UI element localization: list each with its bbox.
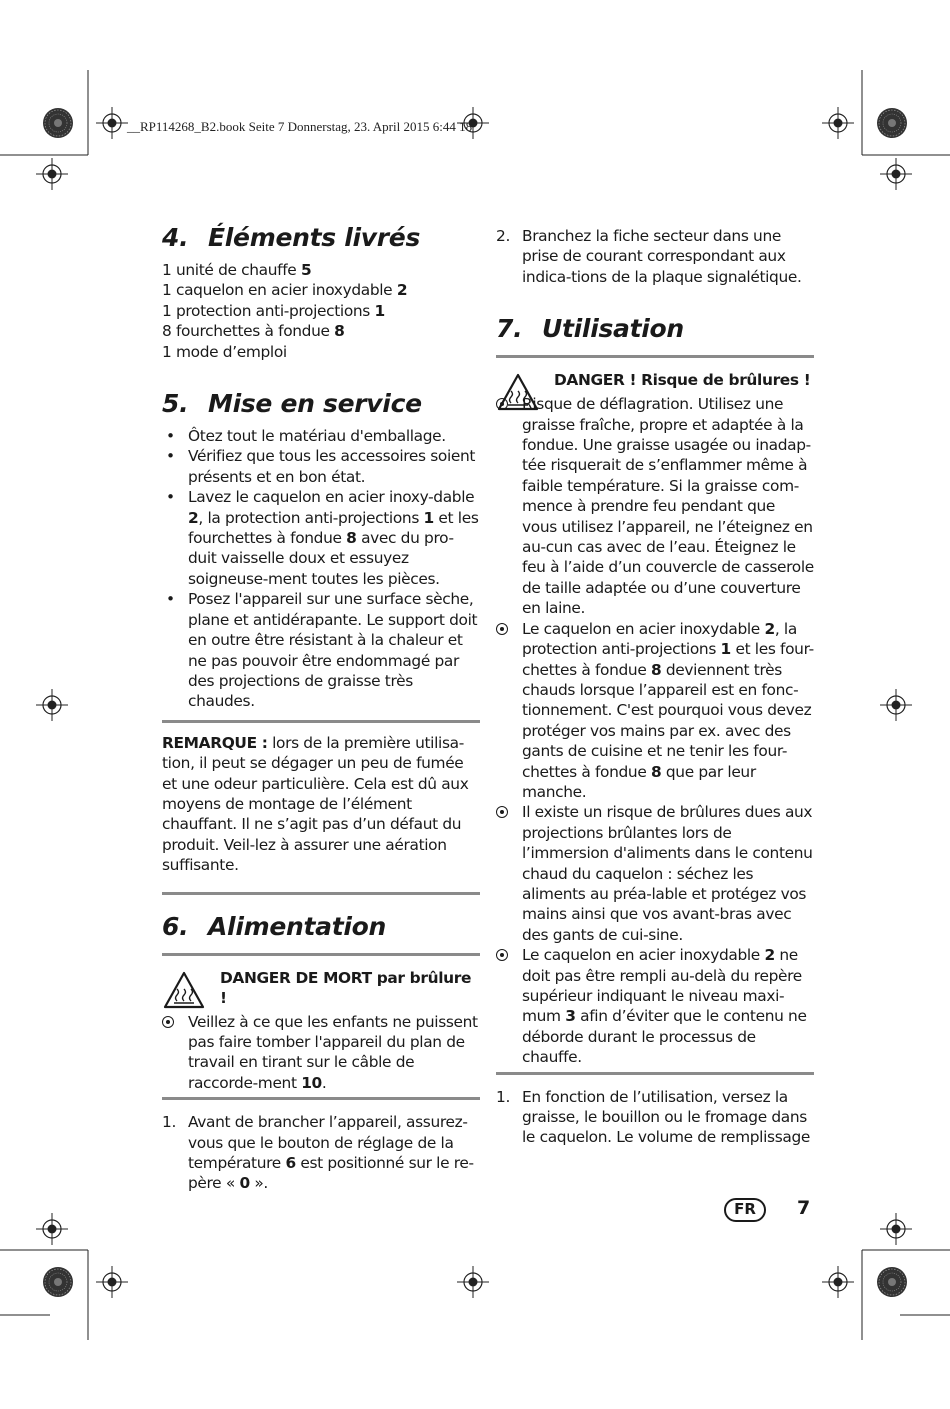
list-item: • Vérifiez que tous les accessoires soient présents et en bon état. — [162, 446, 480, 487]
section-6-heading: 6. Alimentation — [162, 911, 387, 941]
connection-steps — [162, 1112, 480, 1194]
section-7-heading: 7. Utilisation — [496, 314, 684, 344]
danger-warning-box — [162, 968, 480, 1012]
danger-title: DANGER ! Risque de brûlures ! — [554, 371, 811, 390]
usage-steps — [496, 1087, 814, 1148]
list-item: Risque de déflagration. Utilisez une graisse fraîche, propre et adaptée à la fondue. Une graisse usagée ou inadap-tée risquerait de s’enflammer même à faible température. Si la graisse com-mence à prendre feu pendant que vous utilisez l’appareil, ne l’éteignez en au-cun cas avec de l’eau. Éteignez le feu à l’aide d’un couvercle de casserole de taille adaptée ou d’une couverture en laine. — [496, 394, 814, 618]
warning-list — [496, 394, 814, 1067]
left-column — [162, 218, 480, 1194]
bullet-circle-icon — [162, 1016, 174, 1028]
list-item: Veillez à ce que les enfants ne puissent pas faire tomber l'appareil du plan de travail en tirant sur le câble de raccorde-ment 10. — [162, 1012, 480, 1094]
list-item: 1 caquelon en acier inoxydable 2 — [162, 281, 408, 300]
list-item: Le caquelon en acier inoxydable 2 ne doit pas être rempli au-delà du repère supérieur indiquant le niveau maxi-mum 3 afin d’éviter que le contenu ne déborde durant le processus de chauffe. — [496, 945, 814, 1067]
bullet-circle-icon — [496, 398, 508, 410]
list-item: 1 protection anti-projections 1 — [162, 301, 385, 320]
divider — [162, 1097, 480, 1100]
connection-steps-continued — [496, 226, 814, 287]
list-item: 1. Avant de brancher l’appareil, assurez-vous que le bouton de réglage de la température 6 est positionné sur le re-père « 0 ». — [162, 1113, 474, 1193]
section-5-heading: 5. Mise en service — [162, 389, 422, 419]
list-item: 1 unité de chauffe 5 — [162, 261, 312, 279]
list-item: • Ôtez tout le matériau d'emballage. — [162, 426, 480, 446]
list-item: 1 mode d’emploi — [162, 342, 287, 361]
setup-bullet-list — [162, 426, 480, 712]
list-item: 8 fourchettes à fondue 8 — [162, 322, 345, 341]
divider — [162, 720, 480, 723]
print-slug: __RP114268_B2.book Seite 7 Donnerstag, 23. April 2015 6:44 18 — [127, 119, 473, 134]
bullet-circle-icon — [496, 949, 508, 961]
warning-list — [162, 1012, 480, 1094]
list-item: • Posez l'appareil sur une surface sèche, plane et antidérapante. Le support doit en outre être résistant à la chaleur et ne pas pouvoir être endommagé par des projections de graisse très chaudes. — [162, 589, 480, 711]
danger-title: DANGER DE MORT par brûlure ! — [220, 968, 472, 1007]
list-item: Il existe un risque de brûlures dues aux projections brûlantes lors de l’immersion d'aliments dans le contenu chaud du caquelon : séchez les aliments au préa-lable et protégez vos mains ainsi que vos avant-bras avec des gants de cui-sine. — [496, 802, 814, 945]
remark-note: REMARQUE : lors de la première utilisa-tion, il peut se dégager un peu de fumée et une odeur particulière. Cela est dû aux moyens de montage de l’élément chauffant. Il ne s’agit pas d’un défaut du produit. Veil-lez à assurer une aération suffisante. — [162, 733, 469, 875]
list-item: • Lavez le caquelon en acier inoxy-dable 2, la protection anti-projections 1 et les fourchettes à fondue 8 avec du pro-duit vaisselle doux et essuyez soigneuse-ment toutes les pièces. — [162, 487, 480, 589]
list-item: Le caquelon en acier inoxydable 2, la protection anti-projections 1 et les four-chettes à fondue 8 deviennent très chauds lorsque l’appareil est en fonc-tionnement. C'est pourquoi vous devez protéger vos mains par ex. avec des gants de cuisine et ne tenir les four-chettes à fondue 8 que par leur manche. — [496, 619, 814, 803]
language-badge: FR — [724, 1198, 766, 1222]
delivered-items-list — [162, 260, 480, 362]
divider — [162, 892, 480, 895]
list-item: 2. Branchez la fiche secteur dans une prise de courant correspondant aux indica-tions de la plaque signalétique. — [496, 227, 802, 286]
bullet-circle-icon — [496, 806, 508, 818]
bullet-circle-icon — [496, 623, 508, 635]
divider — [162, 953, 480, 956]
divider — [496, 1072, 814, 1075]
hot-surface-warning-icon — [162, 970, 206, 1010]
divider — [496, 355, 814, 358]
section-4-heading: 4. Éléments livrés — [162, 223, 421, 252]
page-number: 7 — [797, 1197, 811, 1219]
danger-warning-box — [496, 370, 814, 394]
right-column — [496, 226, 814, 1148]
list-item: 1. En fonction de l’utilisation, versez la graisse, le bouillon ou le fromage dans le caquelon. Le volume de remplissage — [496, 1087, 810, 1147]
